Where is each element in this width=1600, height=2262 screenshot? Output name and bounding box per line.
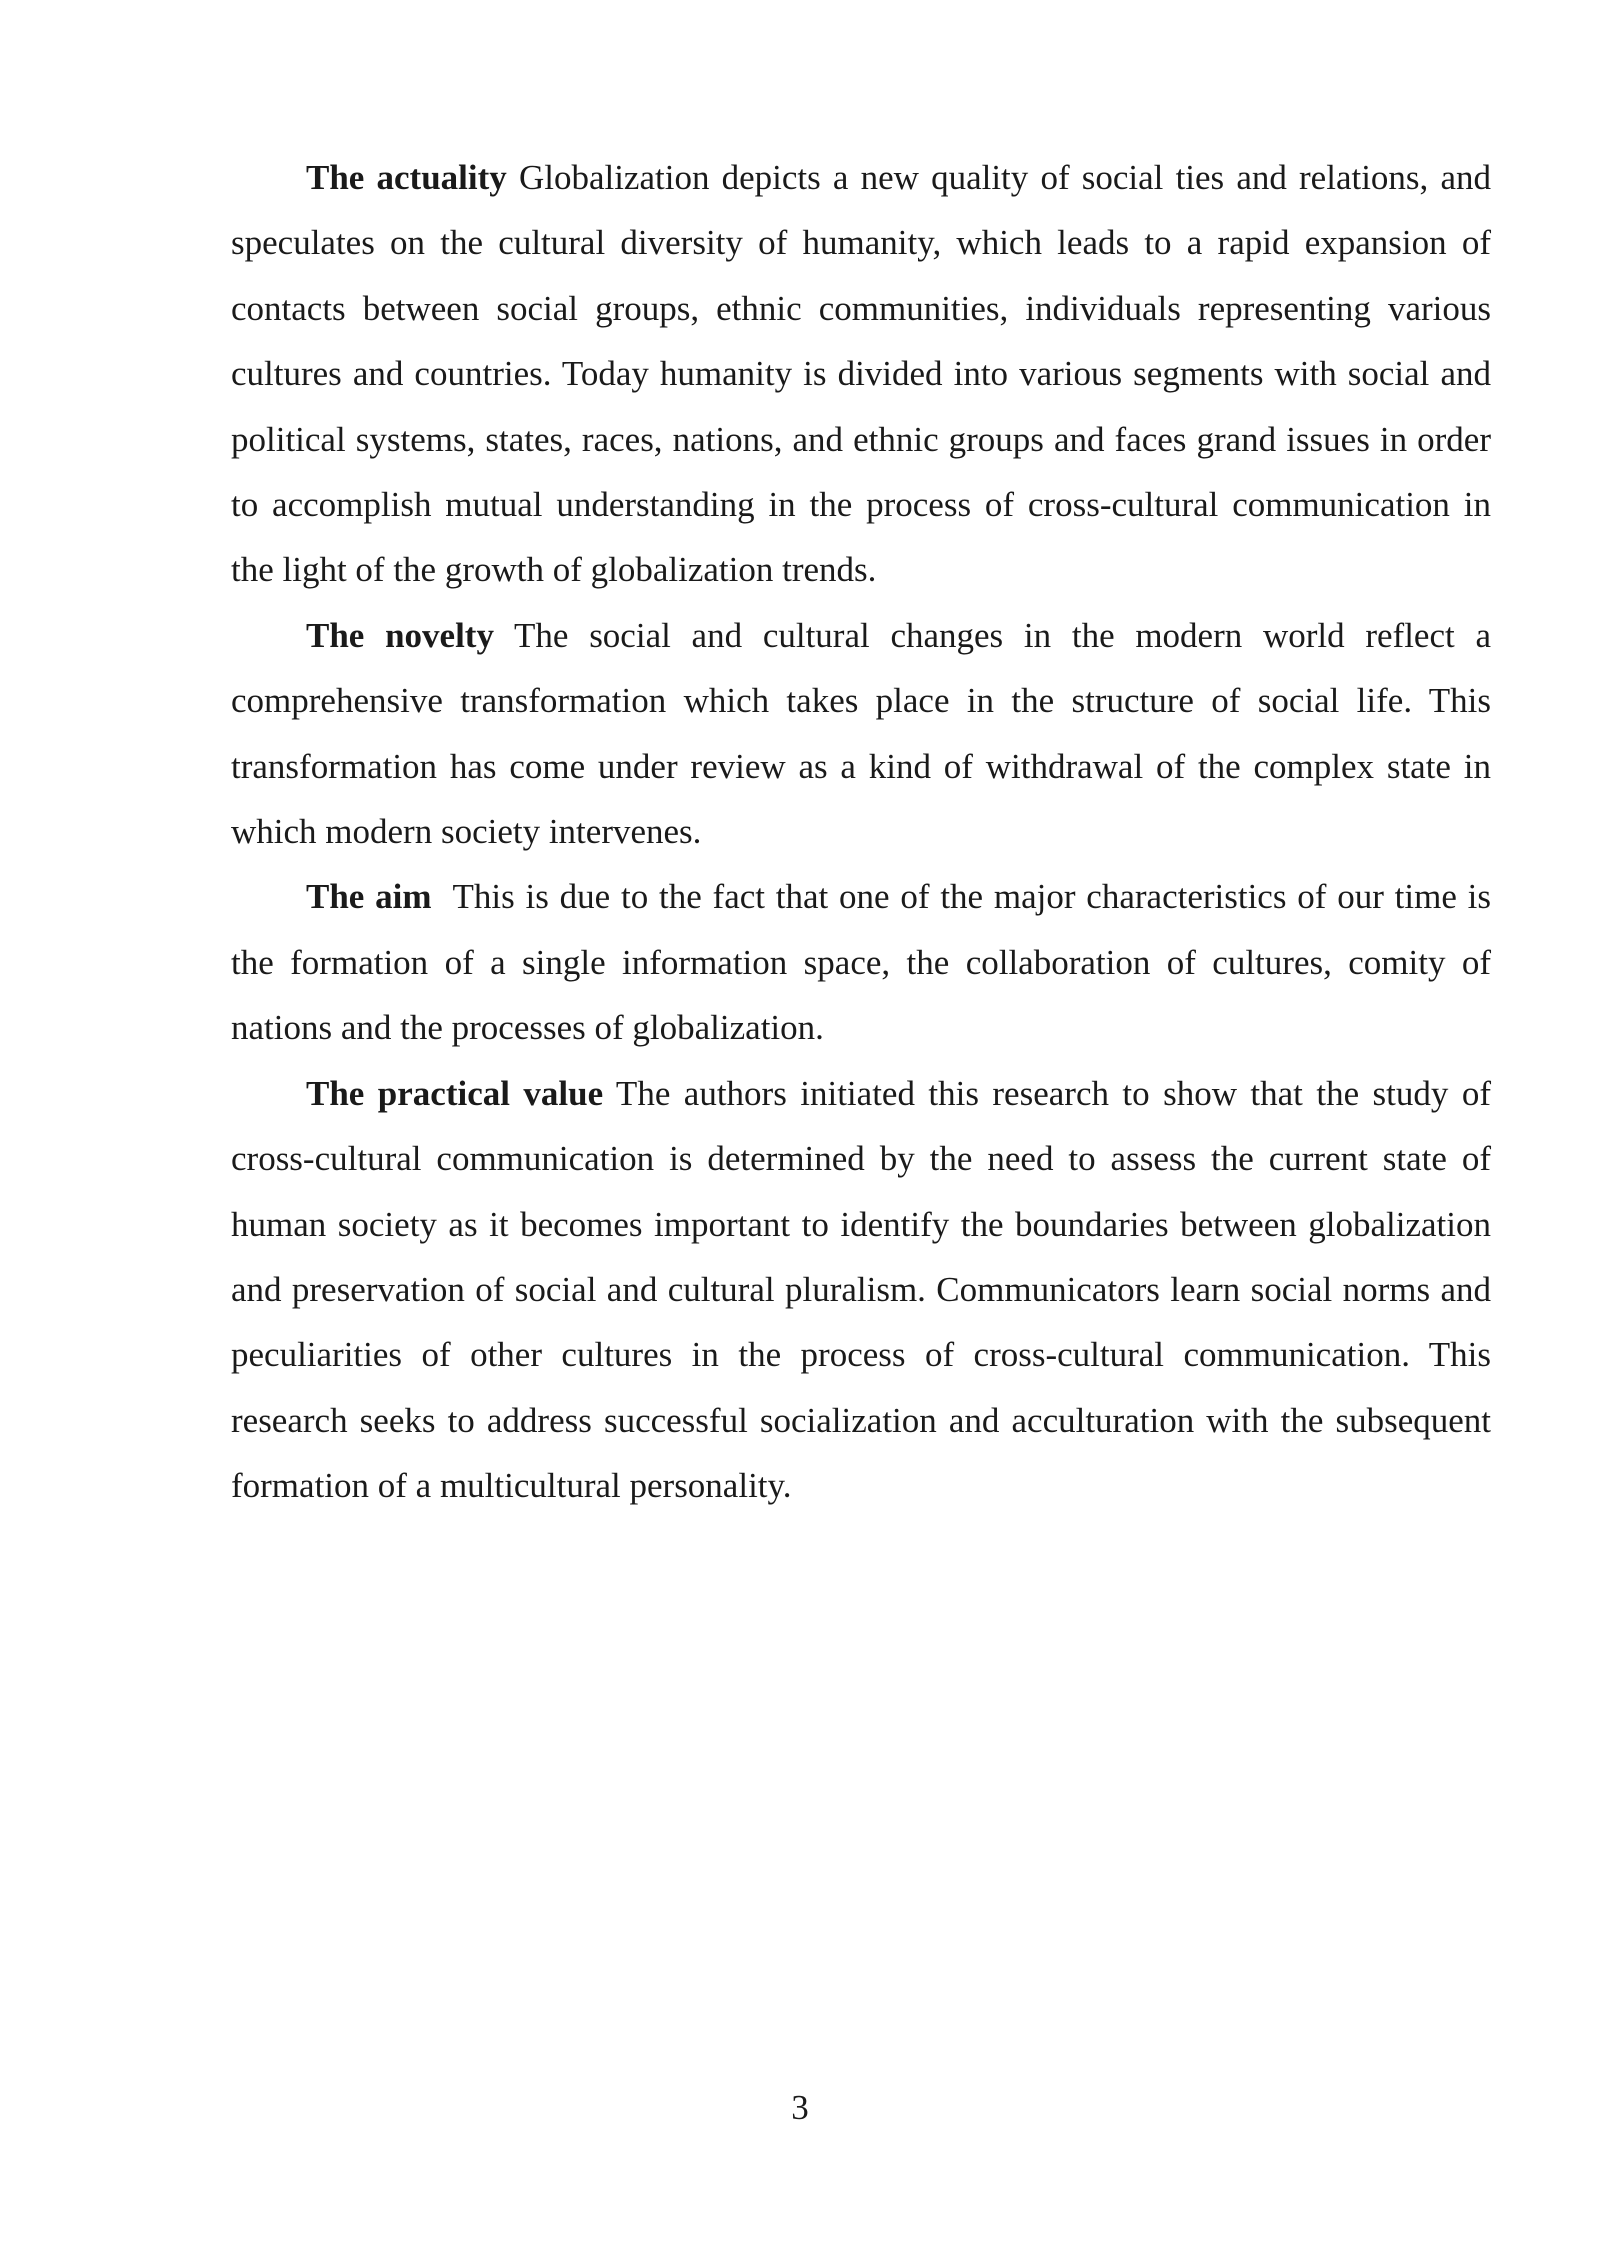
- paragraph-text: The social and cultural changes in the modern world reflect a comprehensive transformation which takes place in the structure of social life. This transformation has come under review as a kind of withdrawal of the complex state in which modern society intervenes.: [231, 615, 1491, 852]
- paragraph-actuality: [231, 145, 1491, 603]
- page-number: 3: [791, 2088, 809, 2127]
- paragraph-heading: The actuality: [306, 158, 507, 197]
- paragraph-heading: The practical value: [306, 1073, 604, 1113]
- paragraph-heading: The novelty: [306, 615, 494, 655]
- paragraph-aim: [231, 864, 1500, 1060]
- paragraph-practical-value: [231, 1061, 1491, 1519]
- paragraph-heading: The aim: [306, 877, 432, 917]
- paragraph-text: The authors initiated this research to show that the study of cross-cultural communication is determined by the need to assess the current state of human society as it becomes important to identify the boundaries between globalization and preservation of social and cultural pluralism. Communicators learn social norms and peculiarities of other cultures in the process of cross-cultural communication. This research seeks to address successful socialization and acculturation with the subsequent formation of a multicultural personality.: [231, 1073, 1491, 1506]
- paragraph-text: This is due to the fact that one of the major characteristics of our time is the formation of a single information space, the collaboration of cultures, comity of nations and the processes of globalization.: [231, 877, 1500, 1048]
- paragraph-novelty: [231, 603, 1491, 865]
- body-text: [231, 145, 1500, 1519]
- paragraph-text: Globalization depicts a new quality of social ties and relations, and speculates on the cultural diversity of humanity, which leads to a rapid expansion of contacts between social groups, ethnic communities, individuals representing various cultures and countries. Today humanity is divided into various segments with social and political systems, states, races, nations, and ethnic groups and faces grand issues in order to accomplish mutual understanding in the process of cross-cultural communication in the light of the growth of globalization trends.: [231, 158, 1491, 590]
